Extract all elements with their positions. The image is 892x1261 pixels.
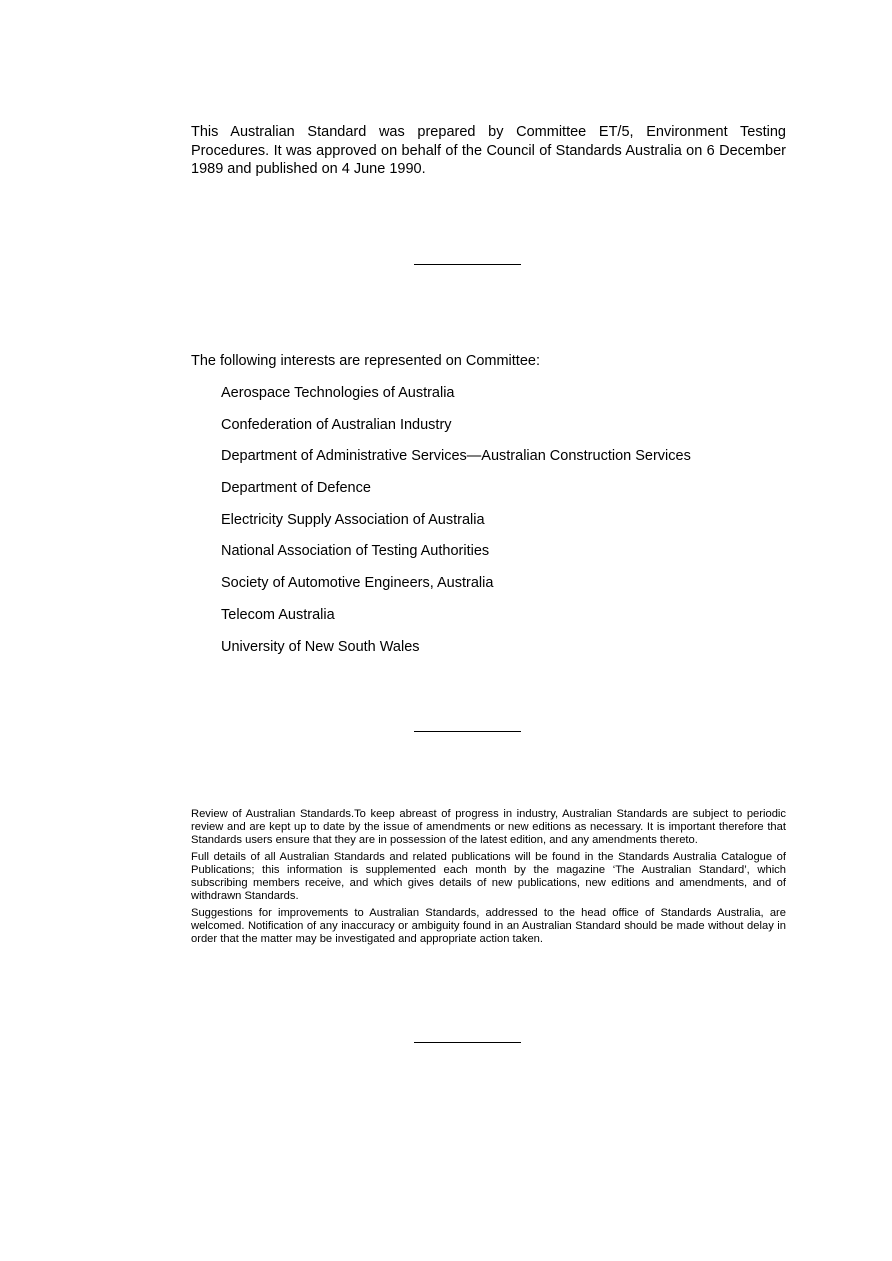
committee-member: Confederation of Australian Industry [221,416,452,433]
committee-member-list [221,384,821,669]
committee-member: Society of Automotive Engineers, Australia [221,575,494,592]
section-divider [414,731,521,732]
section-divider [414,264,521,265]
committee-member: Department of Defence [221,480,371,497]
committee-member: Department of Administrative Services—Australian Construction Services [221,448,691,465]
section-divider [414,1042,521,1043]
committee-heading: The following interests are represented on Committee: [191,353,540,369]
committee-member: Aerospace Technologies of Australia [221,385,455,401]
review-note: Review of Australian Standards.To keep abreast of progress in industry, Australian Standards are subject to periodic review and are kept up to date by the issue of amendments or new editions as necessary. It is important therefore that Standards users ensure that they are in possession of the latest edition, and any amendments thereto. [191,808,786,846]
approval-statement: This Australian Standard was prepared by Committee ET/5, Environment Testing Procedures. It was approved on behalf of the Council of Standards Australia on 6 December 1989 and published on 4 June 1990. [191,124,786,177]
standards-notes [191,808,786,950]
committee-member: Telecom Australia [221,606,335,623]
catalogue-note: Full details of all Australian Standards and related publications will be found in the Standards Australia Catalogue of Publications; this information is supplemented each month by the magazine ‘The Australian Standard’, which subscribing members receive, and which gives details of new publications, new editions and amendments, and of withdrawn Standards. [191,851,786,902]
committee-member: National Association of Testing Authorities [221,543,490,560]
suggestions-note: Suggestions for improvements to Australian Standards, addressed to the head office of Standards Australia, are welcomed. Notification of any inaccuracy or ambiguity found in an Australian Standard should be made without delay in order that the matter may be investigated and appropriate action taken. [191,907,786,945]
committee-member: Electricity Supply Association of Australia [221,511,485,528]
committee-member: University of New South Wales [221,638,420,655]
